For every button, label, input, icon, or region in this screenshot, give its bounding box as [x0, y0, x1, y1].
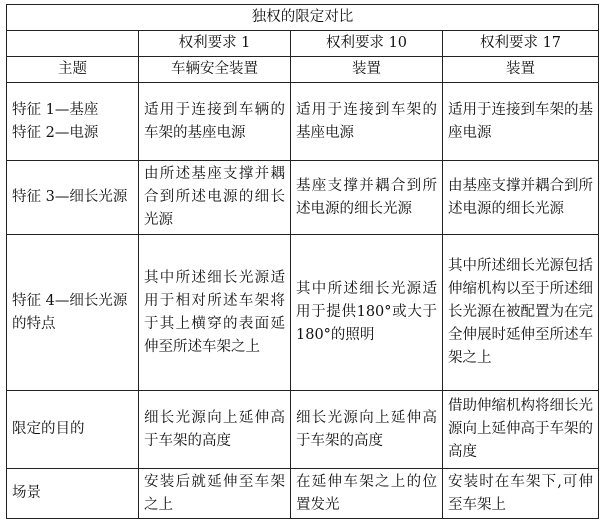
- cell-claim-10: 在延伸车架之上的位置发光: [291, 469, 443, 519]
- table-title: 独权的限定对比: [7, 5, 599, 31]
- header-claim-1: 权利要求 1: [139, 31, 291, 57]
- row-label-feature-1-2: [7, 83, 139, 161]
- cell-claim-1: 其中所述细长光源适用于相对所述车架将于其上横穿的表面延伸至所述车架之上: [139, 235, 291, 391]
- header-claim-17: 权利要求 17: [443, 31, 599, 57]
- row-label-feature-4: 特征 4—细长光源的特点: [7, 235, 139, 391]
- subject-claim-10: 装置: [291, 57, 443, 83]
- subject-label: 主题: [7, 57, 139, 83]
- cell-claim-17: 适用于连接到车架的基座电源: [443, 83, 599, 161]
- cell-claim-10: 细长光源向上延伸高于车架的高度: [291, 391, 443, 469]
- table-row-feature-1-2: [7, 83, 599, 161]
- table-row-feature-3: [7, 161, 599, 235]
- table-row-feature-4: [7, 235, 599, 391]
- cell-claim-17: 借助伸缩机构将细长光源向上延伸高于车架的高度: [443, 391, 599, 469]
- row-label-line: 特征 1—基座: [12, 101, 99, 118]
- cell-claim-17: 由基座支撑并耦合到所述电源的细长光源: [443, 161, 599, 235]
- subject-claim-1: 车辆安全装置: [139, 57, 291, 83]
- cell-claim-1: 细长光源向上延伸高于车架的高度: [139, 391, 291, 469]
- header-claim-10: 权利要求 10: [291, 31, 443, 57]
- cell-claim-1: 安装后就延伸至车架之上: [139, 469, 291, 519]
- cell-claim-1: 适用于连接到车辆的车架的基座电源: [139, 83, 291, 161]
- header-cell-empty: [7, 31, 139, 57]
- row-label-purpose: 限定的目的: [7, 391, 139, 469]
- row-label-line: 特征 2—电源: [12, 124, 99, 141]
- title-row: [7, 5, 599, 31]
- cell-claim-10: 基座支撑并耦合到所述电源的细长光源: [291, 161, 443, 235]
- table-row-scenario: [7, 469, 599, 519]
- row-label-scenario: 场景: [7, 469, 139, 519]
- cell-claim-10: 适用于连接到车架的基座电源: [291, 83, 443, 161]
- cell-claim-17: 其中所述细长光源包括伸缩机构以至于所述细长光源在被配置为在完全伸展时延伸至所述车架之上: [443, 235, 599, 391]
- cell-claim-1: 由所述基座支撑并耦合到所述电源的细长光源: [139, 161, 291, 235]
- subject-row: [7, 57, 599, 83]
- subject-claim-17: 装置: [443, 57, 599, 83]
- row-label-feature-3: 特征 3—细长光源: [7, 161, 139, 235]
- comparison-table: [6, 4, 599, 519]
- table-row-purpose: [7, 391, 599, 469]
- header-row: [7, 31, 599, 57]
- cell-claim-10: 其中所述细长光源适用于提供180°或大于180°的照明: [291, 235, 443, 391]
- cell-claim-17: 安装时在车架下,可伸至车架上: [443, 469, 599, 519]
